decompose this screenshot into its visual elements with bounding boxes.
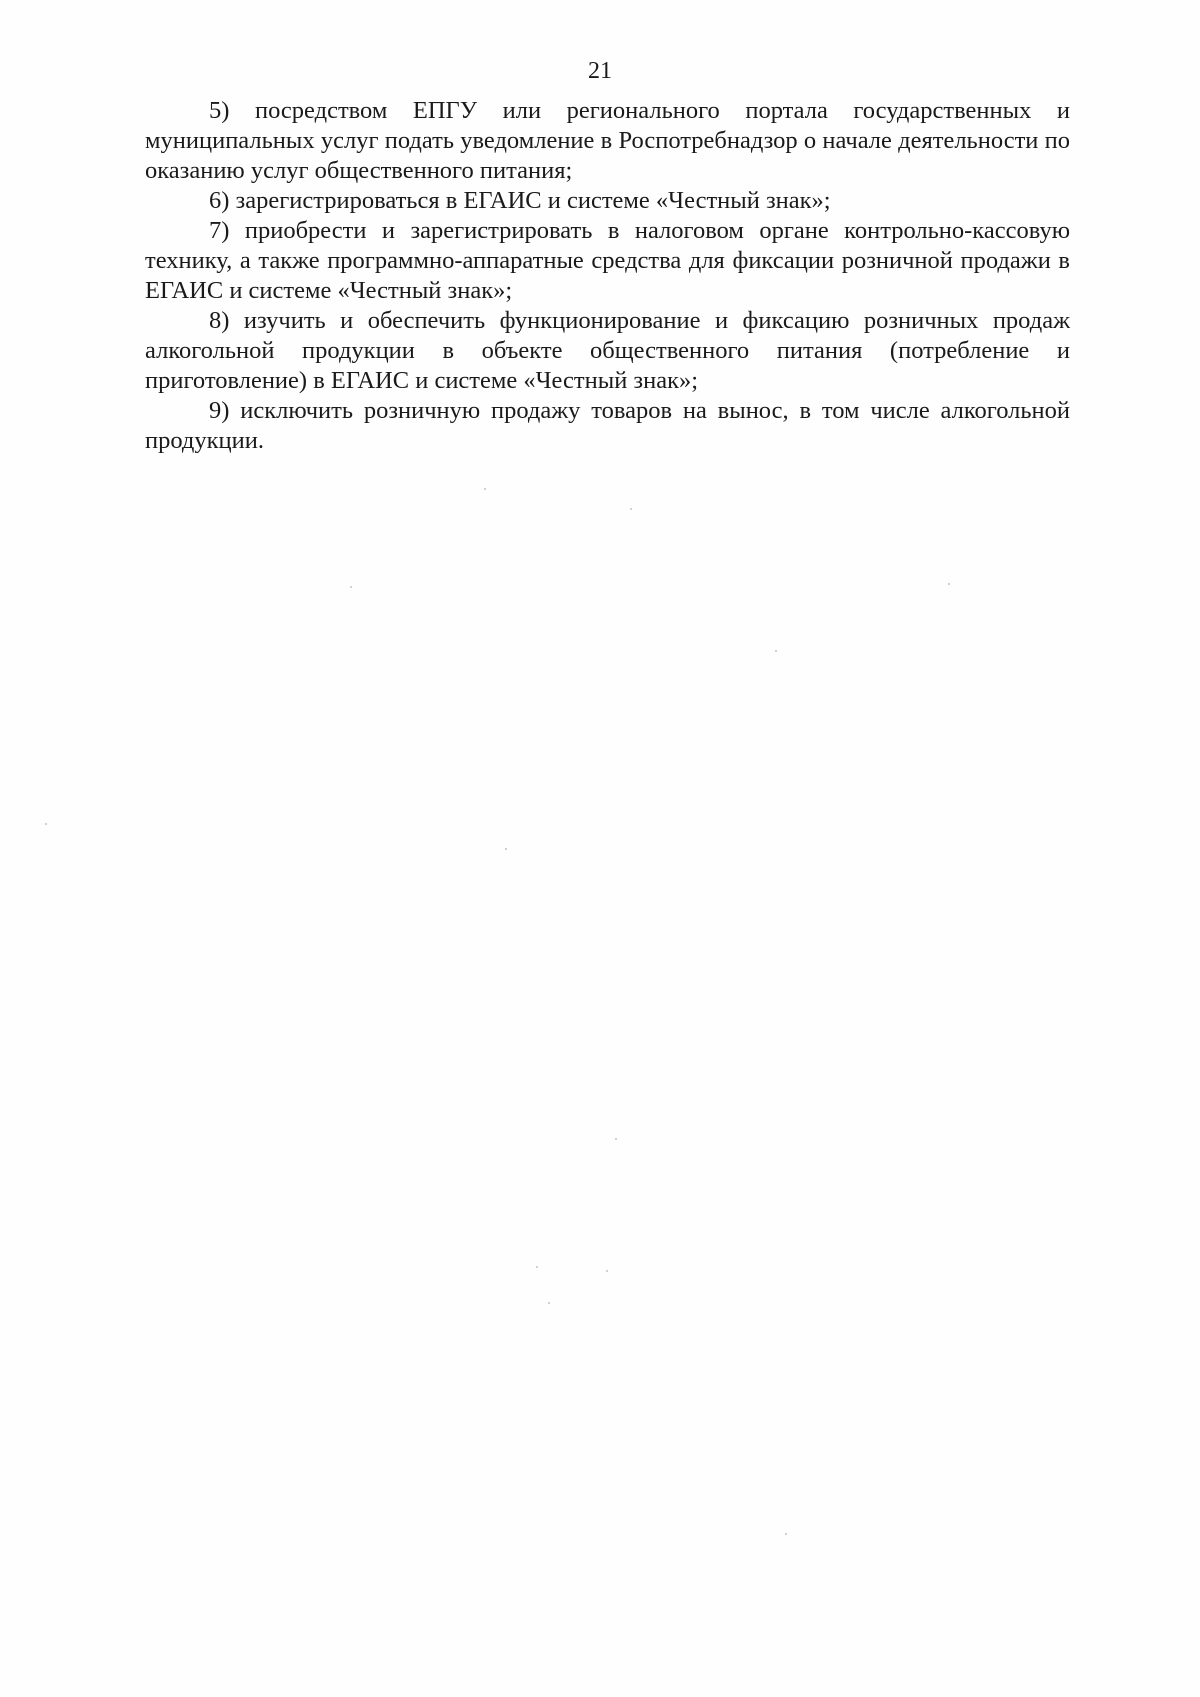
document-body bbox=[145, 96, 1070, 456]
scan-speck bbox=[606, 1270, 608, 1272]
scan-speck bbox=[505, 848, 507, 850]
scan-speck bbox=[630, 508, 632, 510]
paragraph-item-9: 9) исключить розничную продажу товаров на вынос, в том числе алкогольной продукции. bbox=[145, 397, 1070, 454]
paragraph-item-8: 8) изучить и обеспечить функционирование и фиксацию розничных продаж алкогольной продукции в объекте общественного питания (потребление и приготовление) в ЕГАИС и системе «Честный знак»; bbox=[145, 307, 1070, 394]
scan-speck bbox=[536, 1266, 538, 1268]
scan-speck bbox=[548, 1302, 550, 1304]
paragraph-item-7: 7) приобрести и зарегистрировать в налоговом органе контрольно-кассовую технику, а также программно-аппаратные средства для фиксации розничной продажи в ЕГАИС и системе «Честный знак»; bbox=[145, 217, 1070, 304]
scan-speck bbox=[785, 1533, 787, 1535]
scan-speck bbox=[45, 823, 47, 825]
scan-speck bbox=[350, 586, 352, 588]
page-number: 21 bbox=[588, 58, 612, 84]
scan-speck bbox=[775, 650, 777, 652]
paragraph-item-5: 5) посредством ЕПГУ или регионального портала государственных и муниципальных услуг подать уведомление в Роспотребнадзор о начале деятельности по оказанию услуг общественного питания; bbox=[145, 97, 1070, 184]
scan-speck bbox=[484, 488, 486, 490]
scan-speck bbox=[948, 583, 950, 585]
paragraph-item-6: 6) зарегистрироваться в ЕГАИС и системе «Честный знак»; bbox=[209, 187, 831, 214]
scan-speck bbox=[615, 1138, 617, 1140]
